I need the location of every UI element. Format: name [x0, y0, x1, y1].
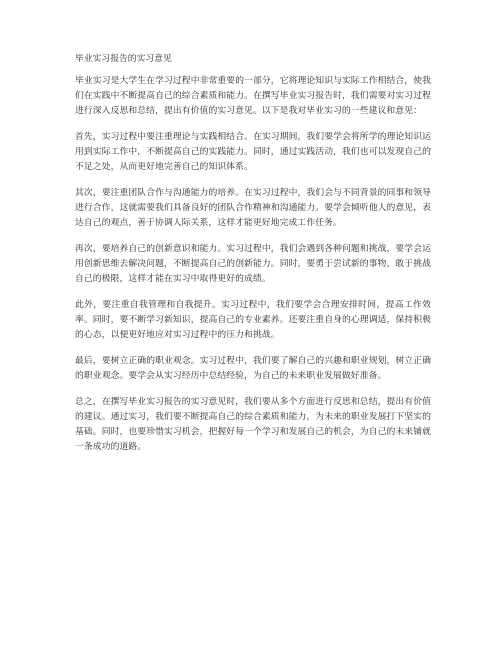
document-title: 毕业实习报告的实习意见: [75, 54, 172, 64]
paragraph-innovation: 再次，要培养自己的创新意识和能力。实习过程中，我们会遇到各种问题和挑战，要学会运用创新思维去解决问题，不断提高自己的创新能力。同时，要勇于尝试新的事物，敢于挑战自己的极限，这样才能在实习中取得更好的成绩。: [75, 244, 431, 284]
paragraph-self-management: 此外，要注重自我管理和自我提升。实习过程中，我们要学会合理安排时间，提高工作效率。同时，要不断学习新知识，提高自己的专业素养。还要注重自身的心理调适，保持积极的心态，以便更好地应对实习过程中的压力和挑战。: [75, 300, 431, 340]
paragraph-theory-practice: 首先，实习过程中要注重理论与实践相结合。在实习期间，我们要学会将所学的理论知识运用到实际工作中，不断提高自己的实践能力。同时，通过实践活动，我们也可以发现自己的不足之处，从而更好地完善自己的知识体系。: [75, 132, 431, 172]
paragraph-conclusion: 总之，在撰写毕业实习报告的实习意见时，我们要从多个方面进行反思和总结，提出有价值的建议。通过实习，我们要不断提高自己的综合素质和能力，为未来的职业发展打下坚实的基础。同时，也要珍惜实习机会，把握好每一个学习和发展自己的机会，为自己的未来铺就一条成功的道路。: [75, 397, 431, 452]
paragraph-career-view: 最后，要树立正确的职业观念。实习过程中，我们要了解自己的兴趣和职业规划，树立正确的职业观念。要学会从实习经历中总结经验，为自己的未来职业发展做好准备。: [75, 356, 431, 381]
document-page: [75, 52, 431, 466]
paragraph-teamwork: 其次，要注重团队合作与沟通能力的培养。在实习过程中，我们会与不同背景的同事和领导进行合作，这就需要我们具备良好的团队合作精神和沟通能力。要学会倾听他人的意见，表达自己的观点，善于协调人际关系，这样才能更好地完成工作任务。: [75, 188, 431, 228]
paragraph-intro: 毕业实习是大学生在学习过程中非常重要的一部分，它将理论知识与实际工作相结合，使我们在实践中不断提高自己的综合素质和能力。在撰写毕业实习报告时，我们需要对实习过程进行深入反思和总结，提出有价值的实习意见。以下是我对毕业实习的一些建议和意见：: [75, 76, 431, 116]
